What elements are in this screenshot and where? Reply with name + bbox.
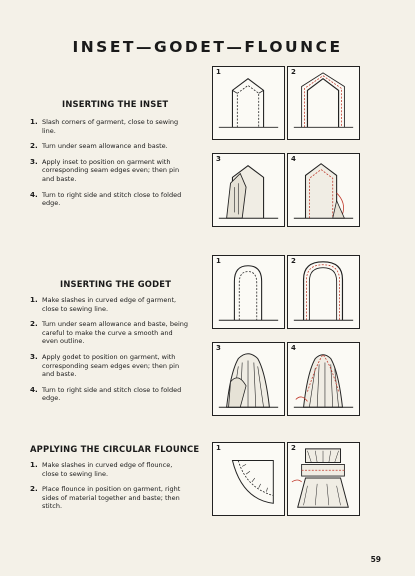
flounce-illustration-2: 2: [287, 442, 360, 516]
list-item: 2. Turn under seam allowance and baste.: [30, 141, 168, 151]
inset-steps: [30, 118, 188, 215]
godet-stitch-drawing: [288, 343, 359, 415]
list-item: 2. Place flounce in position on garment, right sides of material together and baste; then stitch.: [30, 484, 181, 511]
flounce-slash-drawing: [213, 443, 284, 515]
flounce-steps: [30, 461, 188, 518]
godet-illustration-3: 3: [212, 342, 285, 416]
godet-slash-drawing: [213, 256, 284, 328]
godet-illustration-2: 2: [287, 255, 360, 329]
inset-illustration-4: 4: [287, 153, 360, 227]
list-item: 4. Turn to right side and stitch close to folded edge.: [30, 189, 182, 208]
page-number: 59: [370, 555, 381, 564]
flounce-illustration-1: 1: [212, 442, 285, 516]
list-item: 1. Slash corners of garment, close to sewing line.: [30, 117, 179, 135]
list-item: 2. Turn under seam allowance and baste, being careful to make the curve a smooth and even outline.: [30, 319, 188, 346]
inset-pin-drawing: [213, 154, 284, 226]
inset-stitch-drawing: [288, 154, 359, 226]
section-heading-godet: INSERTING THE GODET: [60, 279, 172, 289]
list-item: 3. Apply inset to position on garment with corresponding seam edges even; then pin and baste.: [30, 156, 180, 183]
list-item: 4. Turn to right side and stitch close to folded edge.: [30, 384, 182, 403]
godet-baste-drawing: [288, 256, 359, 328]
list-item: 1. Make slashes in curved edge of garment, close to sewing line.: [30, 295, 177, 313]
list-item: 1. Make slashes in curved edge of flounce, close to sewing line.: [30, 460, 173, 478]
inset-slash-drawing: [213, 67, 284, 139]
inset-fold-drawing: [288, 67, 359, 139]
section-heading-inset: INSERTING THE INSET: [62, 99, 169, 109]
flounce-stitch-drawing: [288, 443, 359, 515]
godet-steps: [30, 296, 188, 410]
page-title: INSET—GODET—FLOUNCE: [72, 38, 343, 56]
inset-illustration-3: 3: [212, 153, 285, 227]
section-heading-flounce: APPLYING THE CIRCULAR FLOUNCE: [30, 444, 200, 454]
godet-illustration-1: 1: [212, 255, 285, 329]
inset-illustration-1: 1: [212, 66, 285, 140]
list-item: 3. Apply godet to position on garment, with corresponding seam edges even; then pin and baste.: [30, 351, 180, 379]
godet-pin-drawing: [213, 343, 284, 415]
godet-illustration-4: 4: [287, 342, 360, 416]
inset-illustration-2: 2: [287, 66, 360, 140]
